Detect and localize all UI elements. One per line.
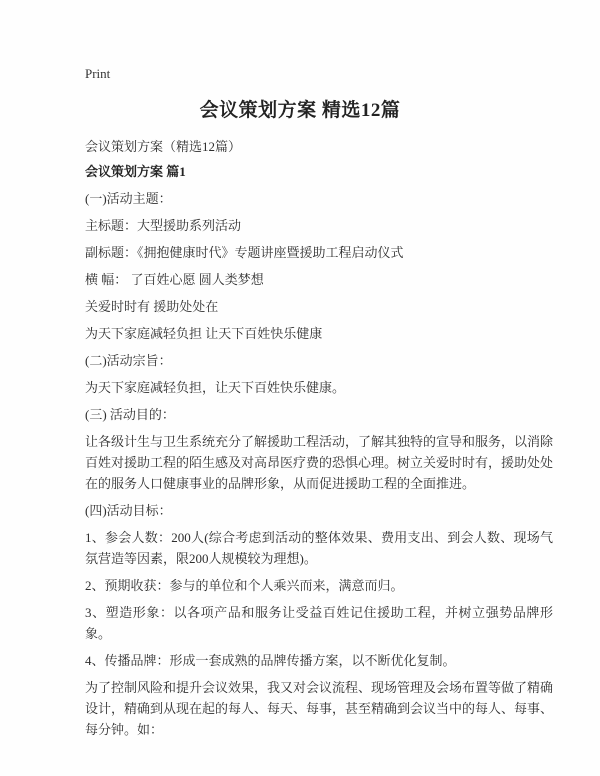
paragraph-activity-goal-label: (三) 活动目的： [85, 407, 175, 422]
document-title: 会议策划方案 精选12篇 [199, 100, 401, 121]
document-body [85, 136, 553, 746]
paragraph-target-4: 4、传播品牌：形成一套成熟的品牌传播方案，以不断优化复制。 [85, 653, 456, 668]
paragraph-activity-target-label: (四)活动目标： [85, 503, 172, 518]
paragraph-banner: 横 幅： 了百姓心愿 圆人类梦想 [85, 272, 264, 287]
section-heading: 会议策划方案 篇1 [85, 164, 186, 179]
document-subtitle: 会议策划方案（精选12篇） [85, 139, 242, 154]
paragraph-sub-title: 副标题：《拥抱健康时代》专题讲座暨援助工程启动仪式 [85, 245, 404, 260]
paragraph-activity-purpose-label: (二)活动宗旨： [85, 353, 172, 368]
paragraph-target-3: 3、塑造形象：以各项产品和服务让受益百姓记住援助工程，并树立强势品牌形象。 [85, 605, 553, 641]
paragraph-slogan-1: 关爱时时有 援助处处在 [85, 299, 219, 314]
paragraph-target-1: 1、参会人数：200人(综合考虑到活动的整体效果、费用支出、到会人数、现场气氛营造等因素，限200人规模较为理想)。 [85, 530, 553, 566]
paragraph-main-title: 主标题：大型援助系列活动 [85, 218, 242, 233]
paragraph-activity-theme-label: (一)活动主题： [85, 191, 172, 206]
paragraph-closing: 为了控制风险和提升会议效果，我又对会议流程、现场管理及会场布置等做了精确设计，精确到从现在起的每人、每天、每事，甚至精确到会议当中的每人、每事、每分钟。如： [85, 680, 554, 737]
paragraph-goal-text: 让各级计生与卫生系统充分了解援助工程活动，了解其独特的宣导和服务，以消除百姓对援助工程的陌生感及对高昂医疗费的恐惧心理。树立关爱时时有，援助处处在的服务人口健康事业的品牌形象，从而促进援助工程的全面推进。 [85, 434, 554, 491]
print-button[interactable]: Print [85, 66, 111, 81]
paragraph-purpose-text: 为天下家庭减轻负担，让天下百姓快乐健康。 [85, 380, 346, 395]
paragraph-slogan-2: 为天下家庭减轻负担 让天下百姓快乐健康 [85, 326, 323, 341]
paragraph-target-2: 2、预期收获：参与的单位和个人乘兴而来，满意而归。 [85, 578, 404, 593]
